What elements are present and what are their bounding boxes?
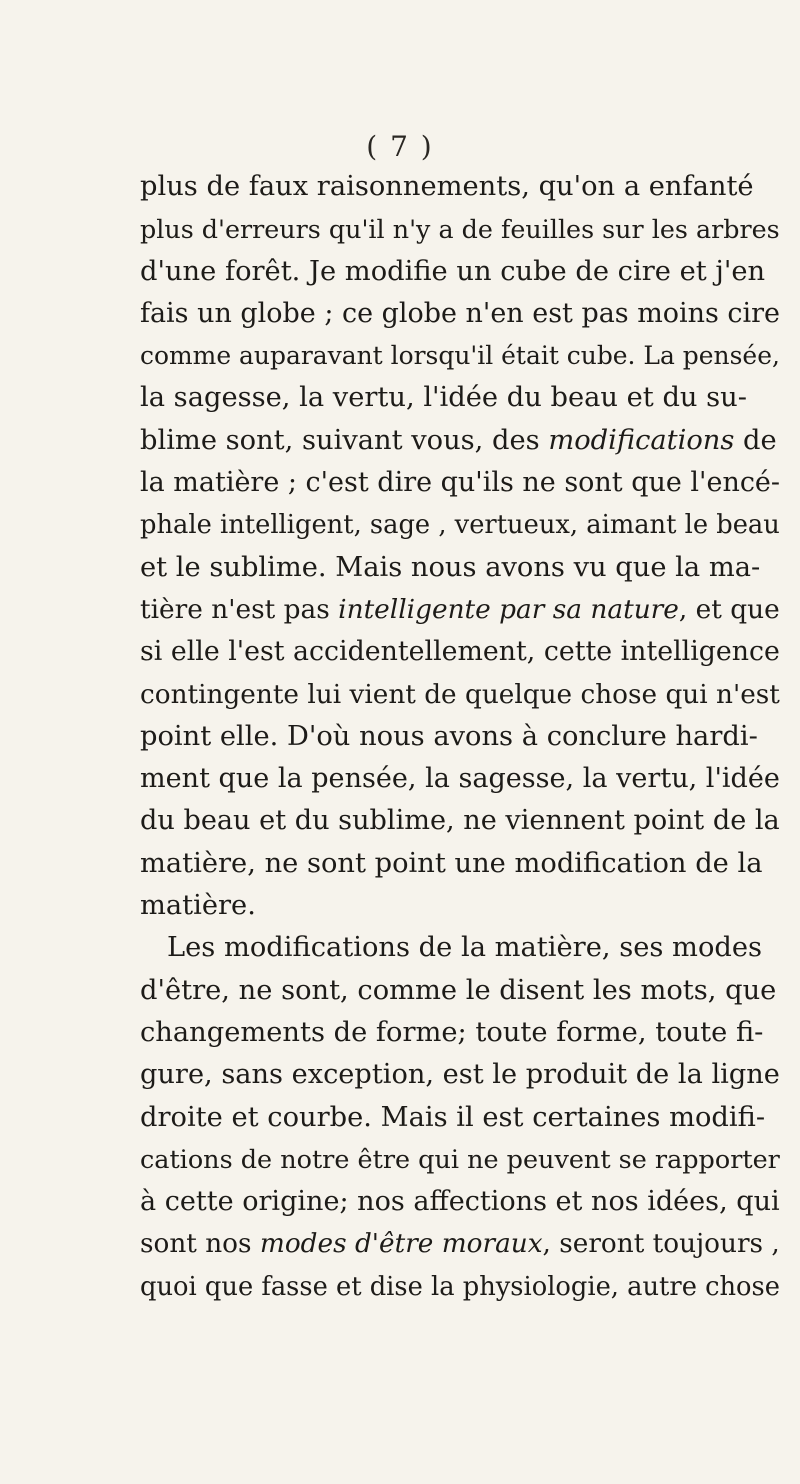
text-segment: plus d'erreurs qu'il n'y a de feuilles sur les arbres (140, 214, 780, 245)
text-segment: cations de notre être qui ne peuvent se rapporter (140, 1144, 780, 1175)
text-segment: matière. (140, 890, 256, 922)
text-segment: d'être, ne sont, comme le disent les mots, que (140, 974, 777, 1006)
text-segment: , et que (678, 594, 780, 625)
text-segment: la matière ; c'est dire qu'ils ne sont que l'encé- (140, 467, 781, 499)
text-segment: de (734, 424, 777, 456)
text-line (140, 420, 800, 462)
text-line (140, 547, 800, 589)
text-line (140, 1181, 800, 1223)
text-segment: du beau et du sublime, ne viennent point de la (140, 805, 780, 837)
text-line (140, 589, 800, 631)
text-line (140, 800, 800, 842)
text-line (140, 927, 800, 969)
text-segment: gure, sans exception, est le produit de la ligne (140, 1059, 780, 1091)
text-segment: quoi que fasse et dise la physiologie, autre chose (140, 1271, 780, 1302)
text-segment: blime sont, suivant vous, des (140, 424, 549, 456)
text-segment: la sagesse, la vertu, l'idée du beau et du su- (140, 382, 747, 414)
text-segment: droite et courbe. Mais il est certaines modifi- (140, 1101, 766, 1133)
text-line (140, 166, 800, 208)
text-line (140, 631, 800, 673)
text-segment: , seront toujours , (542, 1229, 780, 1260)
text-line (140, 1097, 800, 1139)
text-segment: plus de faux raisonnements, qu'on a enfanté (140, 171, 754, 202)
text-segment: tière n'est pas (140, 594, 339, 625)
italic-segment: intelligente par sa nature (338, 594, 679, 625)
text-line (140, 1054, 800, 1096)
text-segment: et le sublime. Mais nous avons vu que la ma- (140, 551, 761, 583)
text-line (140, 251, 800, 293)
text-segment: Les modifications de la matière, ses modes (167, 932, 763, 964)
body-text (140, 166, 800, 1308)
text-line (140, 335, 800, 377)
text-line (140, 970, 800, 1012)
text-segment: si elle l'est accidentellement, cette intelligence (140, 636, 780, 668)
text-segment: contingente lui vient de quelque chose qui n'est (140, 679, 780, 710)
text-line (140, 1223, 800, 1265)
text-line (140, 716, 800, 758)
text-line (140, 674, 800, 716)
text-line (140, 843, 800, 885)
text-segment: comme auparavant lorsqu'il était cube. La pensée, (140, 341, 780, 371)
text-line (140, 504, 800, 546)
italic-segment: modifications (548, 424, 735, 456)
text-segment: à cette origine; nos affections et nos idées, qui (140, 1186, 780, 1218)
text-segment: matière, ne sont point une modification de la (140, 847, 763, 879)
text-line (140, 1266, 800, 1308)
text-segment: d'une forêt. Je modifie un cube de cire et j'en (140, 255, 766, 287)
italic-segment: modes d'être moraux (259, 1229, 543, 1260)
text-line (140, 208, 800, 250)
text-segment: phale intelligent, sage , vertueux, aimant le beau (140, 510, 780, 541)
text-segment: fais un globe ; ce globe n'en est pas moins cire (140, 297, 780, 329)
text-line (140, 462, 800, 504)
text-segment: changements de forme; toute forme, toute fi- (140, 1016, 764, 1048)
text-segment: point elle. D'où nous avons à conclure hardi- (140, 720, 758, 752)
text-line (140, 758, 800, 800)
text-line (140, 377, 800, 419)
page-number: ( 7 ) (366, 130, 434, 163)
text-line (140, 1139, 800, 1181)
text-segment: sont nos (140, 1229, 260, 1260)
text-segment: ment que la pensée, la sagesse, la vertu, l'idée (140, 763, 780, 795)
text-line (140, 293, 800, 335)
text-line (140, 885, 800, 927)
text-line (140, 1012, 800, 1054)
